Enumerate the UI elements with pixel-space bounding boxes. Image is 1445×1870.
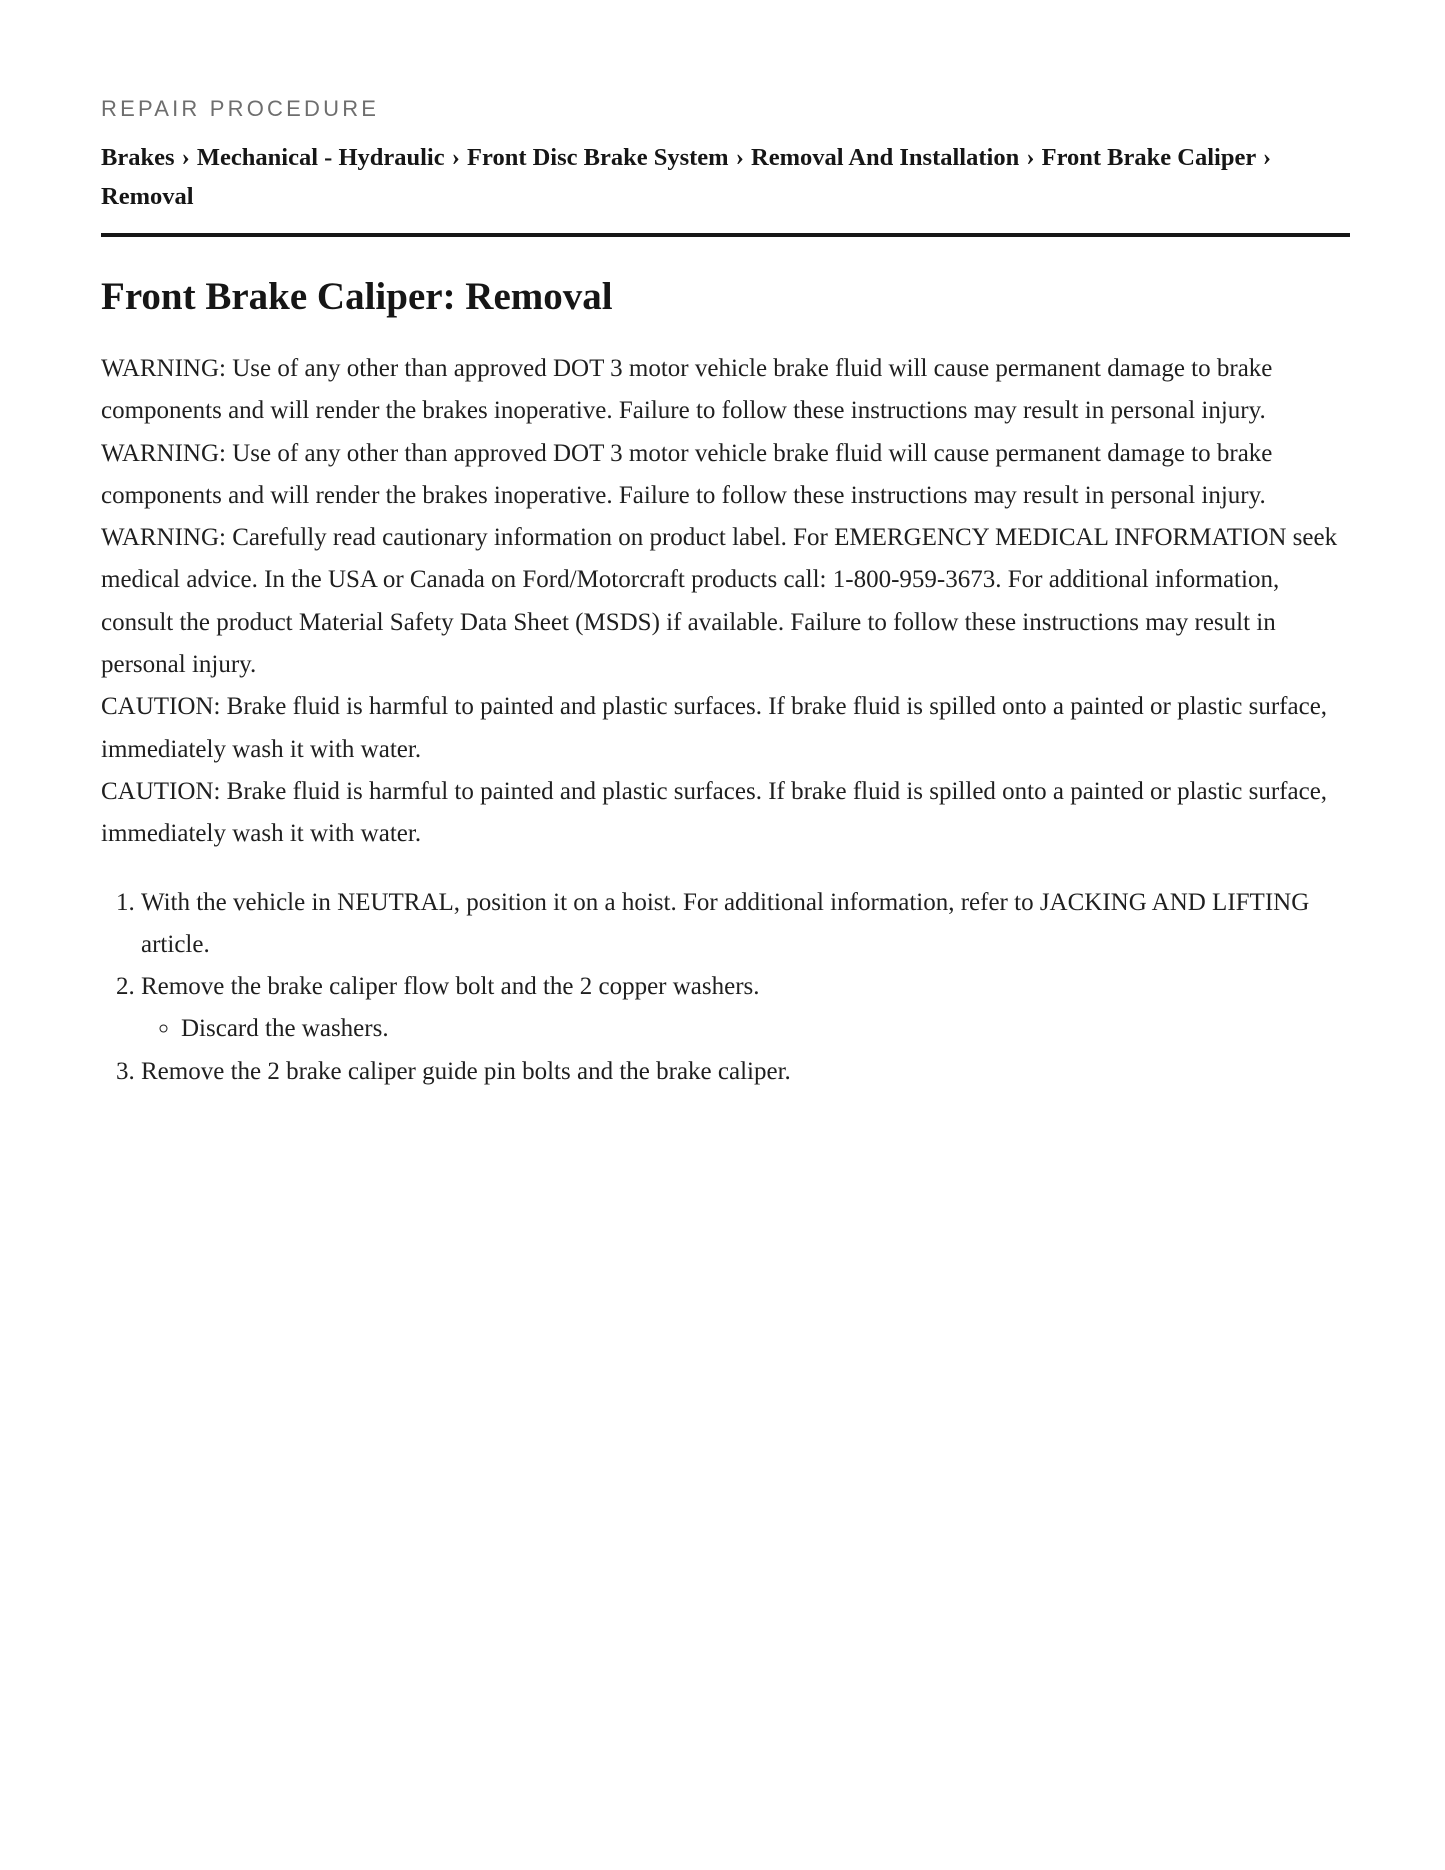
step-text: With the vehicle in NEUTRAL, position it on a hoist. For additional information, refer to JACKING AND LIFTING article. xyxy=(141,888,1310,958)
breadcrumb-separator: › xyxy=(1026,144,1041,171)
caution-note: CAUTION: Brake fluid is harmful to painted and plastic surfaces. If brake fluid is spilled onto a painted or plastic surface, immediately wash it with water. xyxy=(101,693,1328,763)
breadcrumb-item: Brakes xyxy=(101,144,175,171)
header-divider xyxy=(101,233,1350,237)
breadcrumb-separator: › xyxy=(451,144,467,171)
breadcrumb-item: Removal xyxy=(101,183,194,210)
step-subitem: ◦ Discard the washers. xyxy=(181,1008,1350,1050)
breadcrumb-item: Mechanical - Hydraulic xyxy=(196,144,445,171)
safety-notes xyxy=(101,348,1350,856)
breadcrumb xyxy=(101,138,1350,216)
procedure-steps xyxy=(101,882,1350,1093)
step-text: Remove the 2 brake caliper guide pin bolts and the brake caliper. xyxy=(141,1057,791,1085)
breadcrumb-item: Front Brake Caliper xyxy=(1041,144,1256,171)
breadcrumb-separator: › xyxy=(1262,144,1272,171)
breadcrumb-separator: › xyxy=(735,144,751,171)
caution-note: CAUTION: Brake fluid is harmful to painted and plastic surfaces. If brake fluid is spilled onto a painted or plastic surface, immediately wash it with water. xyxy=(101,777,1328,848)
step-item xyxy=(141,1051,1350,1093)
breadcrumb-item: Removal And Installation xyxy=(751,144,1020,171)
page-title: Front Brake Caliper: Removal xyxy=(101,275,613,318)
step-sublist xyxy=(141,1008,1350,1050)
breadcrumb-item: Front Disc Brake System xyxy=(467,144,729,171)
warning-note: WARNING: Use of any other than approved DOT 3 motor vehicle brake fluid will cause permanent damage to brake components and will render the brakes inoperative. Failure to follow these instructions may result in personal injury. xyxy=(101,355,1273,425)
document-page xyxy=(101,94,1350,1093)
warning-note: WARNING: Carefully read cautionary information on product label. For EMERGENCY MEDICAL INFORMATION seek medical advice. In the USA or Canada on Ford/Motorcraft products call: 1-800-959-3673. For additional information, consult the product Material Safety Data Sheet (MSDS) if available. Failure to follow these instructions may result in personal injury. xyxy=(101,524,1338,679)
step-text: Remove the brake caliper flow bolt and the 2 copper washers. xyxy=(141,973,760,1001)
step-item xyxy=(141,966,1350,1051)
step-item xyxy=(141,882,1350,967)
breadcrumb-separator: › xyxy=(181,144,196,171)
section-eyebrow: REPAIR PROCEDURE xyxy=(101,96,380,121)
warning-note: WARNING: Use of any other than approved DOT 3 motor vehicle brake fluid will cause permanent damage to brake components and will render the brakes inoperative. Failure to follow these instructions may result in personal injury. xyxy=(101,439,1273,509)
